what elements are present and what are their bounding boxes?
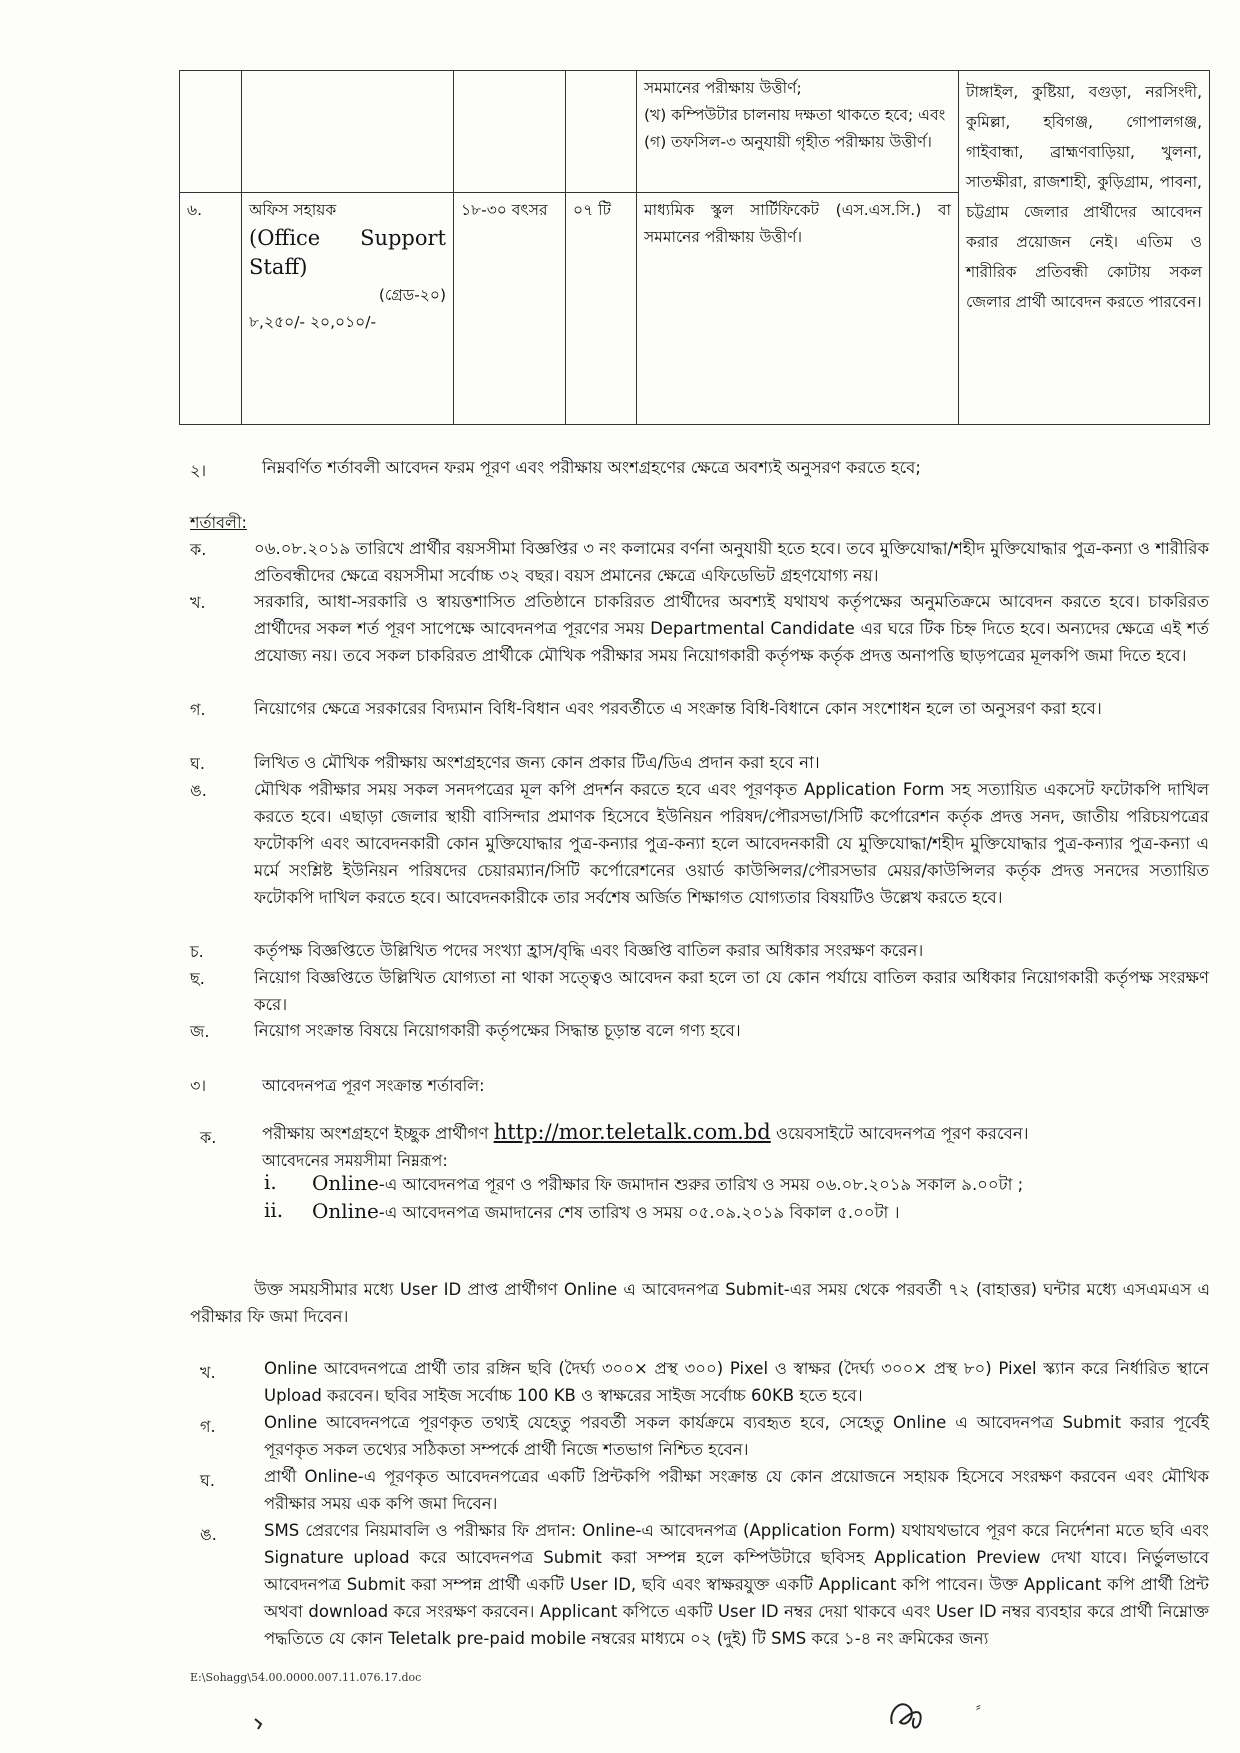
stray-ink-mark bbox=[252, 1716, 272, 1732]
age-cell bbox=[454, 71, 566, 193]
timeline-lead: Online bbox=[312, 1199, 379, 1223]
initials-signature bbox=[880, 1688, 960, 1738]
condition-text: কর্তৃপক্ষ বিজ্ঞপ্তিতে উল্লিখিত পদের সংখ্যা হ্রাস/বৃদ্ধি এবং বিজ্ঞপ্তি বাতিল করার অধিকার সংরক্ষণ করেন। bbox=[254, 941, 924, 960]
condition-text: ০৬.০৮.২০১৯ তারিখে প্রার্থীর বয়সসীমা বিজ্ঞপ্তির ৩ নং কলামের বর্ণনা অনুযায়ী হতে হবে। তবে মুক্তিযোদ্ধা/শহীদ মুক্তিযোদ্ধার পুত্র-কন্যা ও শারীরিক প্রতিবন্ধীদের ক্ষেত্রে বয়সসীমা সর্বোচ্চ ৩২ বছর। বয়স প্রমানের ক্ষেত্রে এফিডেভিট গ্রহণযোগ্য নয়। bbox=[254, 539, 1209, 585]
section-2-number: ২। bbox=[190, 461, 207, 480]
post-pay-scale: ৮,২৫০/- ২০,০১০/- bbox=[249, 313, 377, 331]
condition-text: নিয়োগ সংক্রান্ত বিষয়ে নিয়োগকারী কর্তৃপক্ষের সিদ্ধান্ত চূড়ান্ত বলে গণ্য হবে। bbox=[254, 1021, 741, 1040]
table-row bbox=[180, 71, 1210, 193]
section-3-item-text: SMS প্রেরণের নিয়মাবলি ও পরীক্ষার ফি প্রদান: Online-এ আবেদনপত্র (Application Form) যথাযথভাবে পূরণ করে নির্দেশনা মতে ছবি এবং Signature upload করে আবেদনপত্র Submit করা সম্পন্ন হলে কম্পিউটারে ছবিসহ Application Preview দেখা যাবে। নির্ভুলভাবে আবেদনপত্র Submit করা সম্পন্ন প্রার্থী একটি User ID, ছবি এবং স্বাক্ষরযুক্ত একটি Applicant কপি পাবেন। উক্ত Applicant কপি প্রার্থী প্রিন্ট অথবা download করে সংরক্ষণ করবেন। Applicant কপিতে একটি User ID নম্বর দেয়া থাকবে এবং User ID নম্বর ব্যবহার করে প্রার্থী নিম্নোক্ত পদ্ধতিতে যে কোন Teletalk pre-paid mobile নম্বরের মাধ্যমে ০২ (দুই) টি SMS করে ১-৪ নং ক্রমিকের জন্য bbox=[264, 1521, 1209, 1648]
timeline-item bbox=[312, 1198, 1212, 1226]
timeline-item bbox=[312, 1170, 1212, 1198]
section-2-text: নিম্নবর্ণিত শর্তাবলী আবেদন ফরম পূরণ এবং পরীক্ষায় অংশগ্রহণের ক্ষেত্রে অবশ্যই অনুসরণ করতে হবে; bbox=[262, 458, 921, 477]
condition-label: গ. bbox=[190, 700, 206, 719]
post-name-en: (Office Support Staff) bbox=[249, 226, 446, 279]
timeline-roman: i. bbox=[264, 1170, 277, 1194]
age-cell: ১৮-৩০ বৎসর bbox=[454, 193, 566, 425]
timeline-text: -এ আবেদনপত্র জমাদানের শেষ তারিখ ও সময় ০৫.০৯.২০১৯ বিকাল ৫.০০টা । bbox=[378, 1203, 900, 1222]
count-cell bbox=[566, 71, 637, 193]
sms-fee-note: উক্ত সময়সীমার মধ্যে User ID প্রাপ্ত প্রার্থীগণ Online এ আবেদনপত্র Submit-এর সময় থেকে পরবর্তী ৭২ (বাহাত্তর) ঘন্টার মধ্যে এসএমএস এ পরীক্ষার ফি জমা দিবেন। bbox=[190, 1280, 1210, 1326]
condition-label: ঘ. bbox=[190, 754, 205, 773]
section-3-item-label: ঙ. bbox=[200, 1525, 217, 1544]
section-3-item-label: ক. bbox=[200, 1128, 217, 1147]
timeline-roman: ii. bbox=[264, 1198, 284, 1222]
condition-text: লিখিত ও মৌখিক পরীক্ষায় অংশগ্রহণের জন্য কোন প্রকার টিএ/ডিএ প্রদান করা হবে না। bbox=[254, 753, 820, 772]
district-note-cell: টাঙ্গাইল, কুষ্টিয়া, বগুড়া, নরসিংদী, কুমিল্লা, হবিগঞ্জ, গোপালগঞ্জ, গাইবান্ধা, ব্রাহ্মণবাড়িয়া, খুলনা, সাতক্ষীরা, রাজশাহী, কুড়িগ্রাম, পাবনা, চট্টগ্রাম জেলার প্রার্থীদের আবেদন করার প্রয়োজন নেই। এতিম ও শারীরিক প্রতিবন্ধী কোটায় সকল জেলার প্রার্থী আবেদন করতে পারবেন। bbox=[959, 71, 1210, 425]
post-name-bn: অফিস সহায়ক bbox=[249, 201, 337, 219]
condition-label: খ. bbox=[190, 593, 206, 612]
count-cell: ০৭ টি bbox=[566, 193, 637, 425]
section-3-item-text: Online আবেদনপত্রে প্রার্থী তার রঙ্গিন ছবি (দৈর্ঘ্য ৩০০× প্রস্থ ৩০০) Pixel ও স্বাক্ষর (দৈর্ঘ্য ৩০০× প্রস্থ ৮০) Pixel স্ক্যান করে নির্ধারিত স্থানে Upload করবেন। ছবির সাইজ সর্বোচ্চ 100 KB ও স্বাক্ষরের সাইজ সর্বোচ্চ 60KB হতে হবে। bbox=[264, 1359, 1209, 1405]
condition-text: নিয়োগ বিজ্ঞপ্তিতে উল্লিখিত যোগ্যতা না থাকা সত্ত্বেও আবেদন করা হলে তা যে কোন পর্যায়ে বাতিল করার অধিকার নিয়োগকারী কর্তৃপক্ষ সংরক্ষণ করে। bbox=[254, 968, 1209, 1014]
condition-label: ছ. bbox=[190, 969, 205, 988]
qualification-cell: মাধ্যমিক স্কুল সার্টিফিকেট (এস.এস.সি.) বা সমমানের পরীক্ষায় উত্তীর্ণ। bbox=[637, 193, 959, 425]
section-3-item-label: গ. bbox=[200, 1417, 216, 1436]
condition-text: নিয়োগের ক্ষেত্রে সরকারের বিদ্যমান বিধি-বিধান এবং পরবর্তীতে এ সংক্রান্ত বিধি-বিধানে কোন সংশোধন হলে তা অনুসরণ করা হবে। bbox=[254, 699, 1102, 718]
condition-label: চ. bbox=[190, 942, 204, 961]
condition-label: ঙ. bbox=[190, 781, 207, 800]
section-3-item-text: Online আবেদনপত্রে পূরণকৃত তথ্যই যেহেতু পরবর্তী সকল কার্যক্রমে ব্যবহৃত হবে, সেহেতু Online এ আবেদনপত্র Submit করার পূর্বেই পূরণকৃত সকল তথ্যের সঠিকতা সম্পর্কে প্রার্থী নিজে শতভাগ নিশ্চিত হবেন। bbox=[264, 1413, 1209, 1459]
stray-mark: ⸗ bbox=[976, 1699, 981, 1715]
post-grade: (গ্রেড-২০) bbox=[378, 286, 446, 304]
serial-cell: ৬. bbox=[180, 193, 242, 425]
serial-cell bbox=[180, 71, 242, 193]
condition-label: ক. bbox=[190, 540, 207, 559]
timeline-text: -এ আবেদনপত্র পূরণ ও পরীক্ষার ফি জমাদান শুরুর তারিখ ও সময় ০৬.০৮.২০১৯ সকাল ৯.০০টা ; bbox=[378, 1175, 1024, 1194]
file-path-footer: E:\Sohagg\54.00.0000.007.11.076.17.doc bbox=[190, 1671, 422, 1684]
application-website-post: ওয়েবসাইটে আবেদনপত্র পূরণ করবেন। bbox=[775, 1124, 1029, 1143]
posts-table bbox=[179, 70, 1210, 425]
qualification-cell: সমমানের পরীক্ষায় উত্তীর্ণ; (খ) কম্পিউটার চালনায় দক্ষতা থাকতে হবে; এবং (গ) তফসিল-৩ অনুযায়ী গৃহীত পরীক্ষায় উত্তীর্ণ। bbox=[637, 71, 959, 193]
conditions-heading: শর্তাবলী: bbox=[190, 513, 247, 532]
timeline-lead: Online bbox=[312, 1171, 379, 1195]
condition-label: জ. bbox=[190, 1022, 210, 1041]
section-3-item-label: খ. bbox=[200, 1363, 216, 1382]
application-website-line bbox=[262, 1119, 1212, 1147]
application-website-pre: পরীক্ষায় অংশগ্রহণে ইচ্ছুক প্রার্থীগণ bbox=[262, 1124, 489, 1143]
section-3-item-text: প্রার্থী Online-এ পূরণকৃত আবেদনপত্রের একটি প্রিন্টকপি পরীক্ষা সংক্রান্ত যে কোন প্রয়োজনে সহায়ক হিসেবে সংরক্ষণ করবেন এবং মৌখিক পরীক্ষার সময় এক কপি জমা দিবেন। bbox=[264, 1467, 1209, 1513]
post-cell bbox=[242, 193, 454, 425]
timeline-heading: আবেদনের সময়সীমা নিম্নরূপ: bbox=[262, 1151, 448, 1170]
section-3-item-label: ঘ. bbox=[200, 1471, 215, 1490]
section-3-number: ৩। bbox=[190, 1076, 207, 1095]
post-cell bbox=[242, 71, 454, 193]
condition-text: মৌখিক পরীক্ষার সময় সকল সনদপত্রের মূল কপি প্রদর্শন করতে হবে এবং পূরণকৃত Application Form সহ সত্যায়িত একসেট ফটোকপি দাখিল করতে হবে। এছাড়া জেলার স্থায়ী বাসিন্দার প্রমাণক হিসেবে ইউনিয়ন পরিষদ/পৌরসভা/সিটি কর্পোরেশন কর্তৃক প্রদত্ত সনদ, জাতীয় পরিচয়পত্রের ফটোকপি এবং আবেদনকারী কোন মুক্তিযোদ্ধার পুত্র-কন্যার পুত্র-কন্যা হলে আবেদনকারী যে মুক্তিযোদ্ধা/শহীদ মুক্তিযোদ্ধার পুত্র-কন্যার পুত্র-কন্যা এ মর্মে সংশ্লিষ্ট ইউনিয়ন পরিষদের চেয়ারম্যান/সিটি কর্পোরেশনের ওয়ার্ড কাউন্সিলর/পৌরসভার মেয়র/কাউন্সিলর কর্তৃক প্রদত্ত সনদের সত্যায়িত ফটোকপি দাখিল করতে হবে। আবেদনকারীকে তার সর্বশেষ অর্জিত শিক্ষাগত যোগ্যতার বিষয়টিও উল্লেখ করতে হবে। bbox=[254, 780, 1209, 907]
condition-text: সরকারি, আধা-সরকারি ও স্বায়ত্তশাসিত প্রতিষ্ঠানে চাকরিরত প্রার্থীদের অবশ্যই যথাযথ কর্তৃপক্ষের অনুমতিক্রমে আবেদন করতে হবে। চাকরিরত প্রার্থীদের সকল শর্ত পূরণ সাপেক্ষে আবেদনপত্র পূরণের সময় Departmental Candidate এর ঘরে টিক চিহ্ন দিতে হবে। অন্যদের ক্ষেত্রে এই শর্ত প্রযোজ্য নয়। তবে সকল চাকরিরত প্রার্থীকে মৌখিক পরীক্ষার সময় নিয়োগকারী কর্তৃপক্ষ কর্তৃক প্রদত্ত অনাপত্তি ছাড়পত্রের মূলকপি জমা দিতে হবে। bbox=[254, 592, 1209, 665]
teletalk-website-link[interactable]: http://mor.teletalk.com.bd bbox=[493, 1120, 771, 1144]
section-3-heading: আবেদনপত্র পূরণ সংক্রান্ত শর্তাবলি: bbox=[262, 1076, 485, 1095]
